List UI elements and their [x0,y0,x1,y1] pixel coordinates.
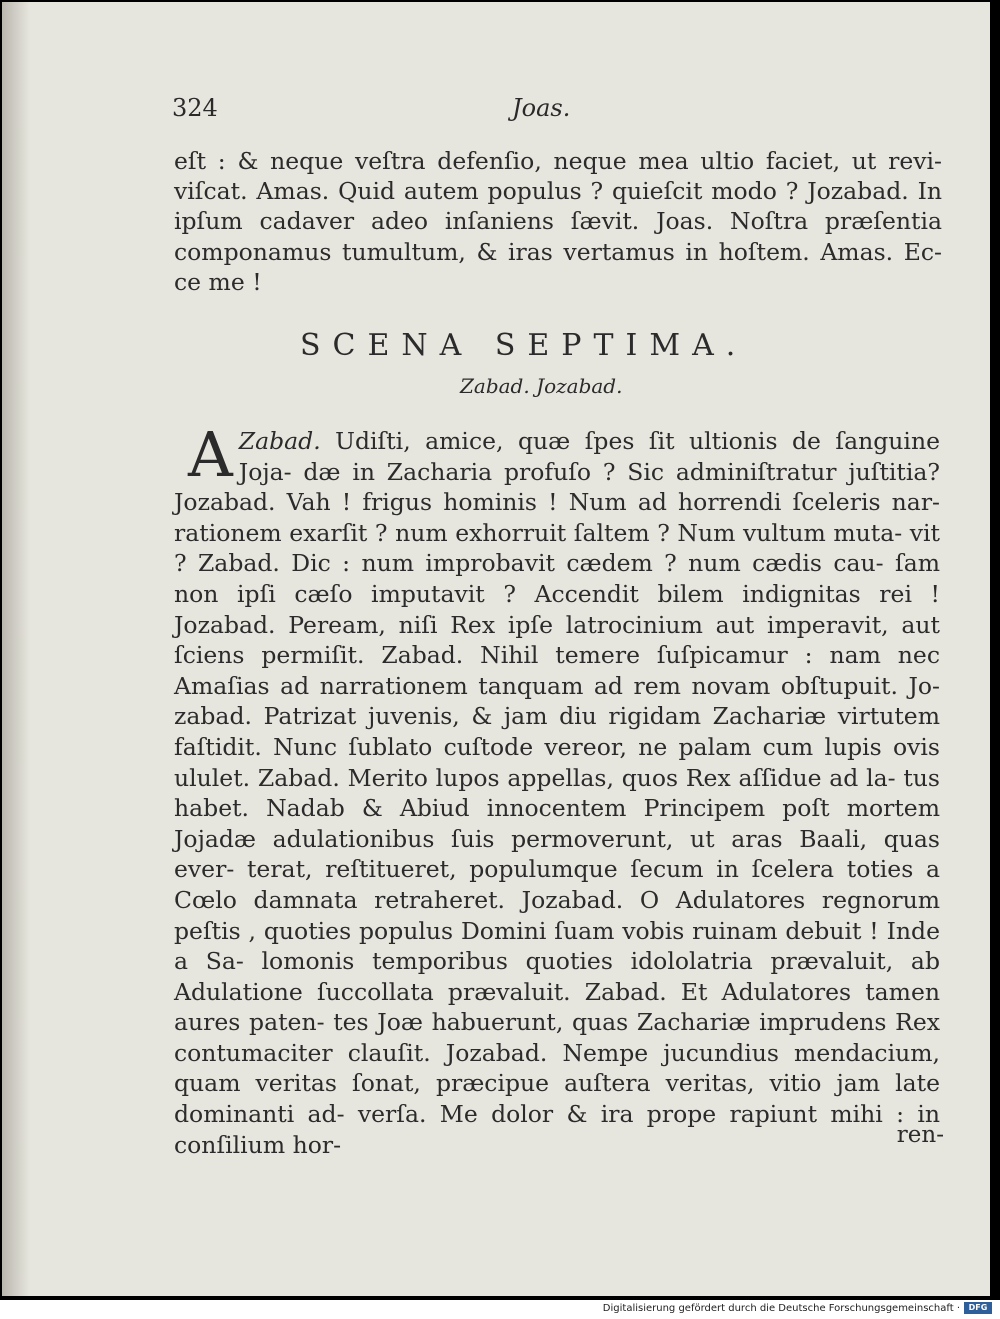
drop-cap: A [188,418,233,491]
digitization-credit: Digitalisierung gefördert durch die Deutsche Forschungsgemeinschaft · [602,1303,960,1314]
page-number: 324 [172,94,218,122]
dfg-logo: DFG [964,1302,992,1314]
dialogue-block [174,418,940,1160]
scene-characters: Zabad. Jozabad. [460,374,623,398]
scene-title: SCENA SEPTIMA. [300,328,748,363]
dialogue-text: Udiſti, amice, quæ ſpes ſit ultionis de ſanguine Joja- dæ in Zacharia profuſo ? Sic adminiſtratur juſtitia? Jozabad. Vah ! frigus hominis ! Num ad horrendi ſceleris nar- rationem exarſit ? num exhorruit ſaltem ? Num vultum muta- vit ? Zabad. Dic : num improbavit cædem ? num cædis cau- ſam non ipſi cæſo imputavit ? Accendit bilem indignitas rei ! Jozabad. Peream, niſi Rex ipſe latrocinium aut imperavit, aut ſciens permiſit. Zabad. Nihil temere ſuſpicamur : nam nec Amaſias ad narrationem tanquam ad rem novam obſtupuit. Jo- zabad. Patrizat juvenis, & jam diu rigidam Zachariæ virtutem faſtidit. Nunc ſublato cuſtode vereor, ne palam cum lupis ovis ululet. Zabad. Merito lupos appellas, quos Rex aſſidue ad la- tus habet. Nadab & Abiud innocentem Principem poſt mortem Jojadæ adulationibus ſuis permoverunt, ut aras Baali, quas ever- terat, reſtitueret, populumque ſecum in ſcelera toties a Cœlo damnata retraheret. Jozabad. O Adulatores regnorum peſtis , quoties populus Domini ſuam vobis ruinam debuit ! Inde a Sa- lomonis temporibus quoties idololatria prævaluit, ab Adulatione ſuccollata prævaluit. Zabad. Et Adulatores tamen aures paten- tes Joæ habuerunt, quas Zachariæ imprudens Rex contumaciter clauſit. Jozabad. Nempe jucundius mendacium, quam veritas ſonat, præcipue auſtera veritas, vitio jam late dominanti ad- verſa. Me dolor & ira prope rapiunt mihi : in conſilium hor- [174,427,940,1159]
first-speaker: Zabad. [238,427,321,455]
running-head: Joas. [512,94,571,122]
catchword: ren- [896,1122,944,1148]
dialogue-paragraph [174,418,940,1160]
opening-paragraph-text: eſt : & neque veſtra defenſio, neque mea ultio faciet, ut revi- viſcat. Amas. Quid autem populus ? quieſcit modo ? Jozabad. In ipſum cadaver adeo inſaniens ſævit. Joas. Noſtra præſentia componamus tumultum, & iras vertamus in hoſtem. Amas. Ec- ce me ! [174,147,942,296]
page-gutter-shadow [2,2,30,1296]
opening-paragraph [174,146,942,297]
